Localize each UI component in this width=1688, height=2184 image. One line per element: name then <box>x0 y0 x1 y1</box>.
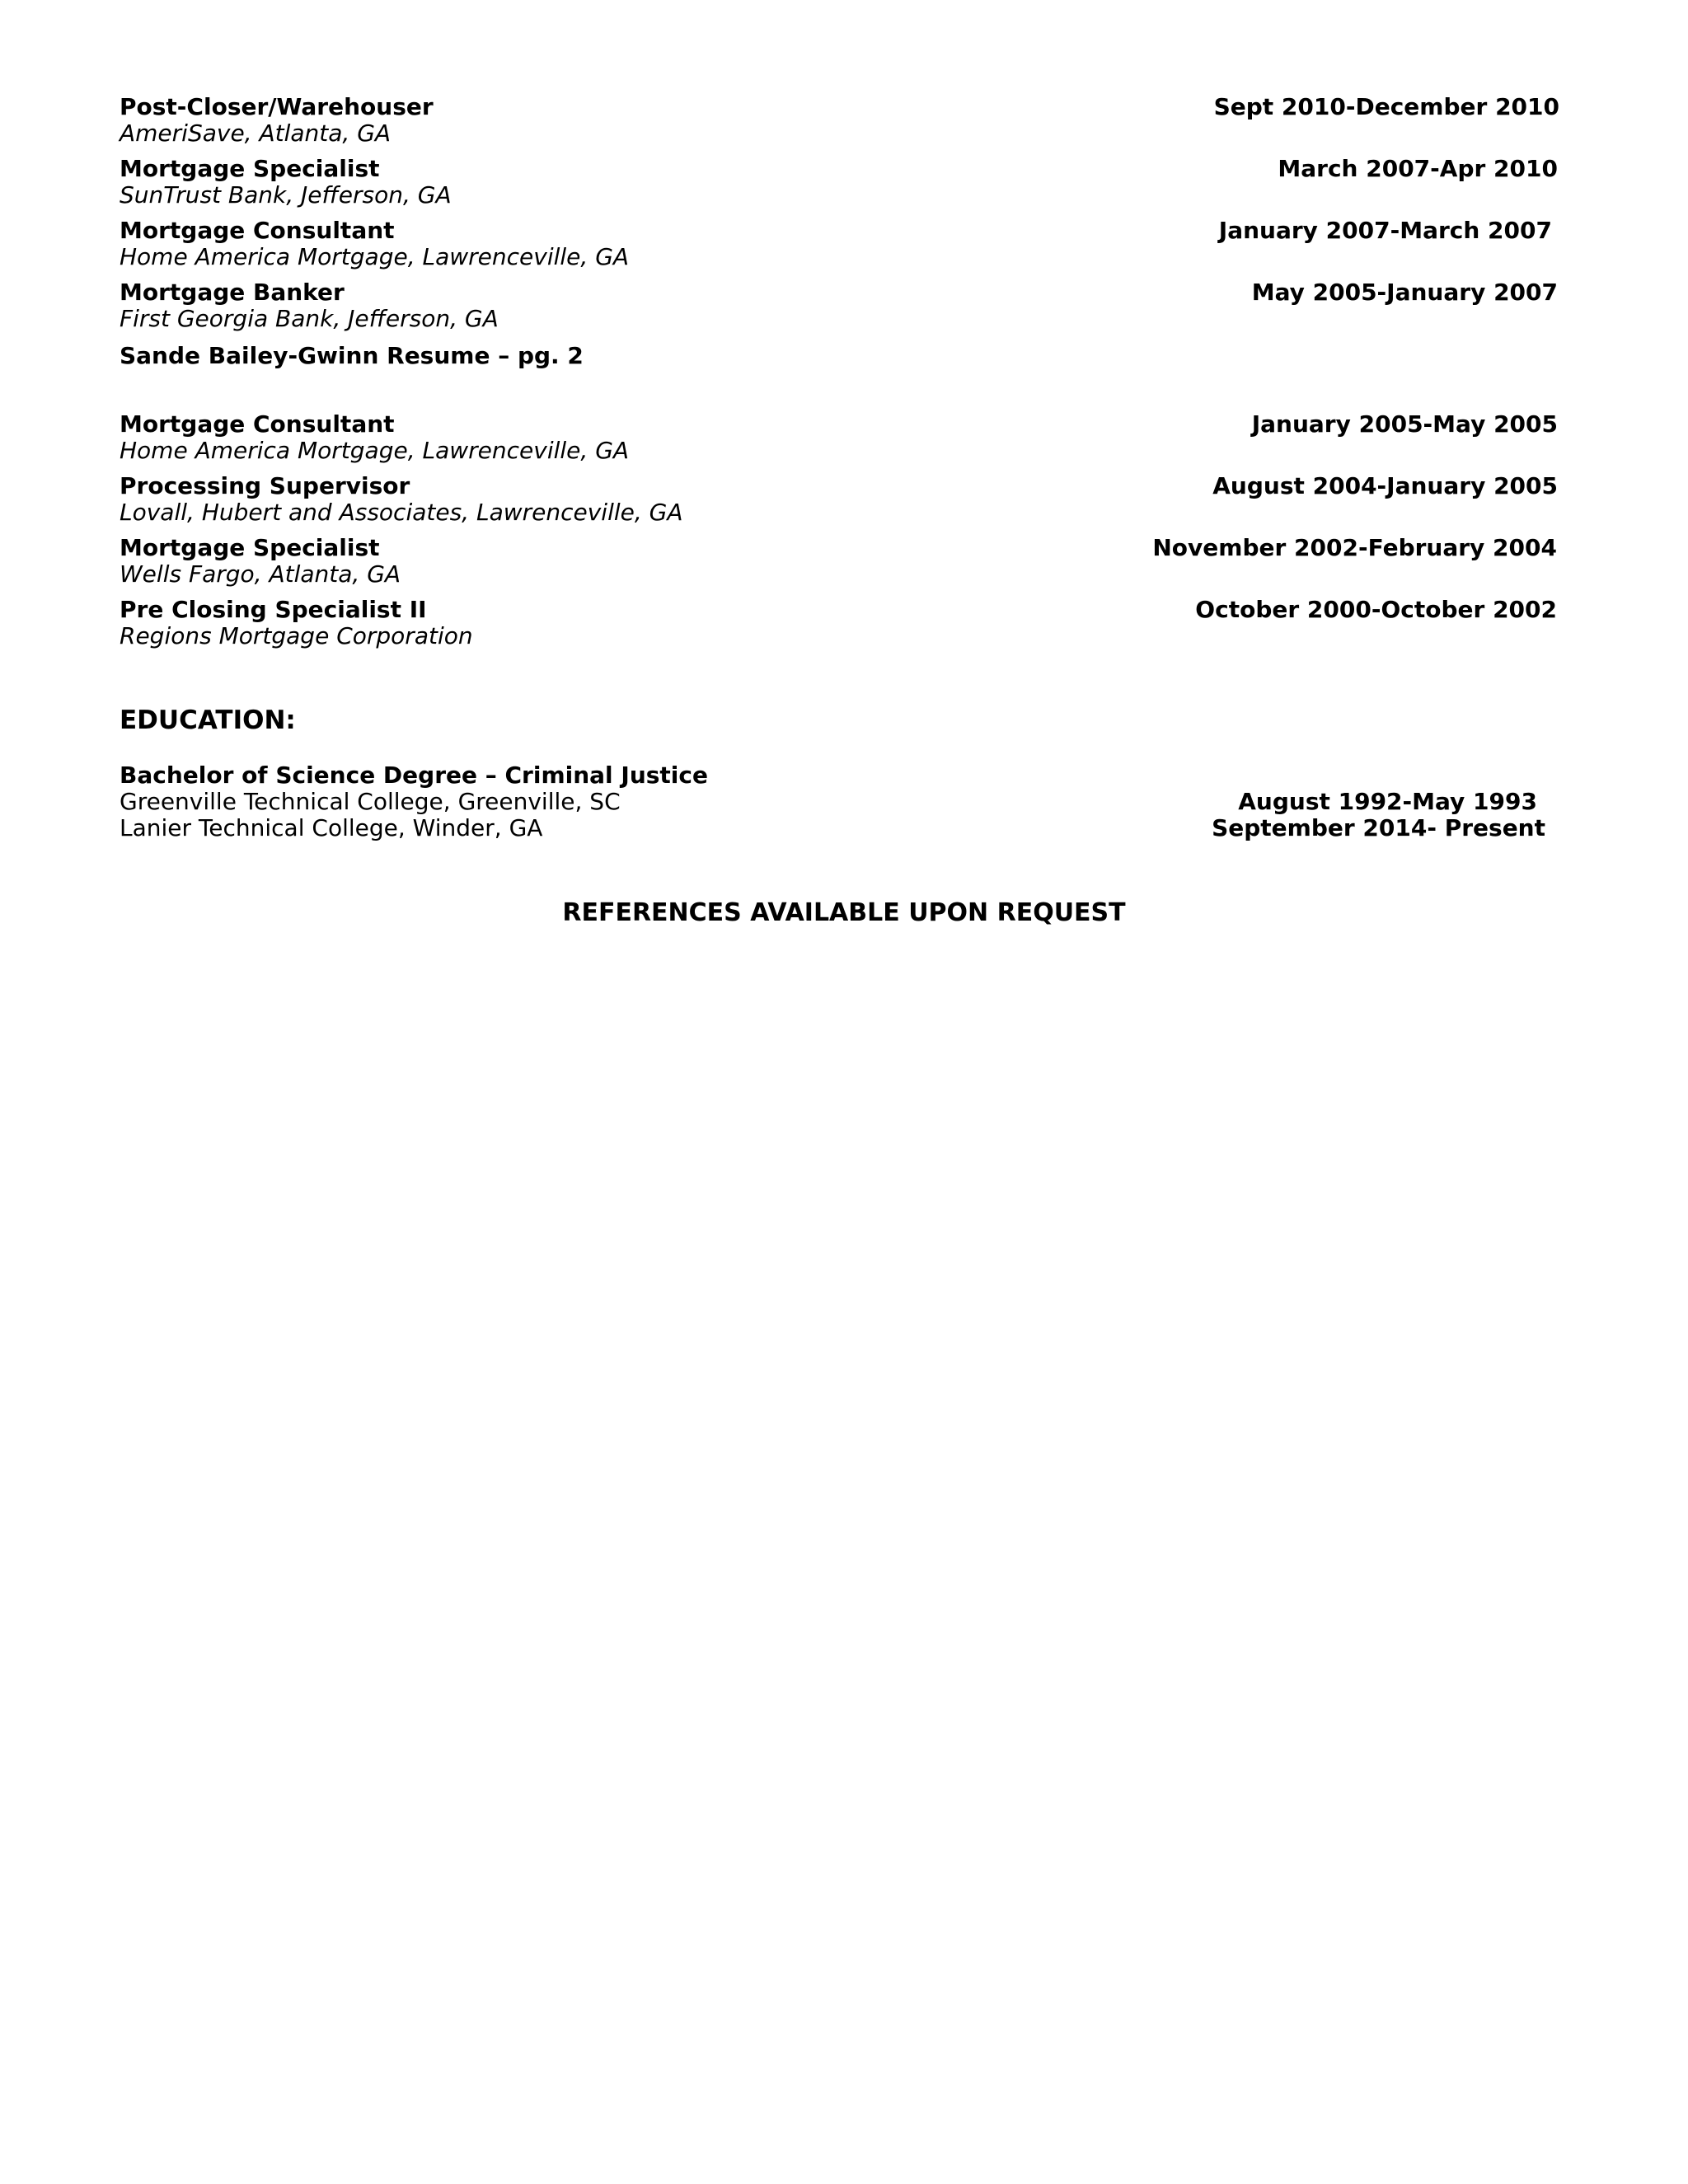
job-dates: January 2005-May 2005 <box>1251 410 1558 438</box>
job-dates: August 2004-January 2005 <box>1212 472 1558 499</box>
job-employer: Regions Mortgage Corporation <box>120 622 473 649</box>
job-dates: October 2000-October 2002 <box>1195 596 1557 623</box>
job-title: Post-Closer/Warehouser <box>120 93 434 120</box>
job-employer: Lovall, Hubert and Associates, Lawrenceville, GA <box>120 499 683 526</box>
job-employer: AmeriSave, Atlanta, GA <box>120 120 392 147</box>
education-heading: EDUCATION: <box>120 705 296 735</box>
references-note: REFERENCES AVAILABLE UPON REQUEST <box>562 898 1126 927</box>
job-dates: Sept 2010-December 2010 <box>1213 93 1559 120</box>
job-employer: Wells Fargo, Atlanta, GA <box>120 560 401 588</box>
job-employer: Home America Mortgage, Lawrenceville, GA <box>120 243 630 270</box>
job-dates: November 2002-February 2004 <box>1152 534 1557 561</box>
job-entry <box>120 597 1558 649</box>
job-employer: First Georgia Bank, Jefferson, GA <box>120 305 499 332</box>
job-entry <box>120 156 1558 209</box>
job-entry <box>120 411 1558 464</box>
job-employer: SunTrust Bank, Jefferson, GA <box>120 181 452 209</box>
job-dates: May 2005-January 2007 <box>1251 279 1558 306</box>
job-dates: January 2007-March 2007 <box>1218 217 1552 244</box>
job-entry <box>120 473 1558 526</box>
job-employer: Home America Mortgage, Lawrenceville, GA <box>120 437 630 464</box>
job-title: Processing Supervisor <box>120 472 410 499</box>
education-block <box>120 762 1558 841</box>
job-title: Mortgage Specialist <box>120 155 380 182</box>
education-school: Lanier Technical College, Winder, GA <box>120 814 543 841</box>
education-dates: August 1992-May 1993 <box>1238 788 1537 815</box>
job-entry <box>120 94 1558 147</box>
education-school: Greenville Technical College, Greenville, SC <box>120 788 621 815</box>
job-title: Mortgage Banker <box>120 279 345 306</box>
job-title: Mortgage Consultant <box>120 217 395 244</box>
education-degree: Bachelor of Science Degree – Criminal Justice <box>120 762 708 789</box>
job-dates: March 2007-Apr 2010 <box>1278 155 1558 182</box>
job-title: Mortgage Specialist <box>120 534 380 561</box>
job-entry <box>120 218 1558 270</box>
education-dates: September 2014- Present <box>1212 814 1545 841</box>
job-entry <box>120 535 1558 588</box>
job-title: Mortgage Consultant <box>120 410 395 438</box>
job-entry <box>120 279 1558 332</box>
page-header-text: Sande Bailey-Gwinn Resume – pg. 2 <box>120 342 584 369</box>
page-header <box>120 343 1558 369</box>
job-title: Pre Closing Specialist II <box>120 596 427 623</box>
